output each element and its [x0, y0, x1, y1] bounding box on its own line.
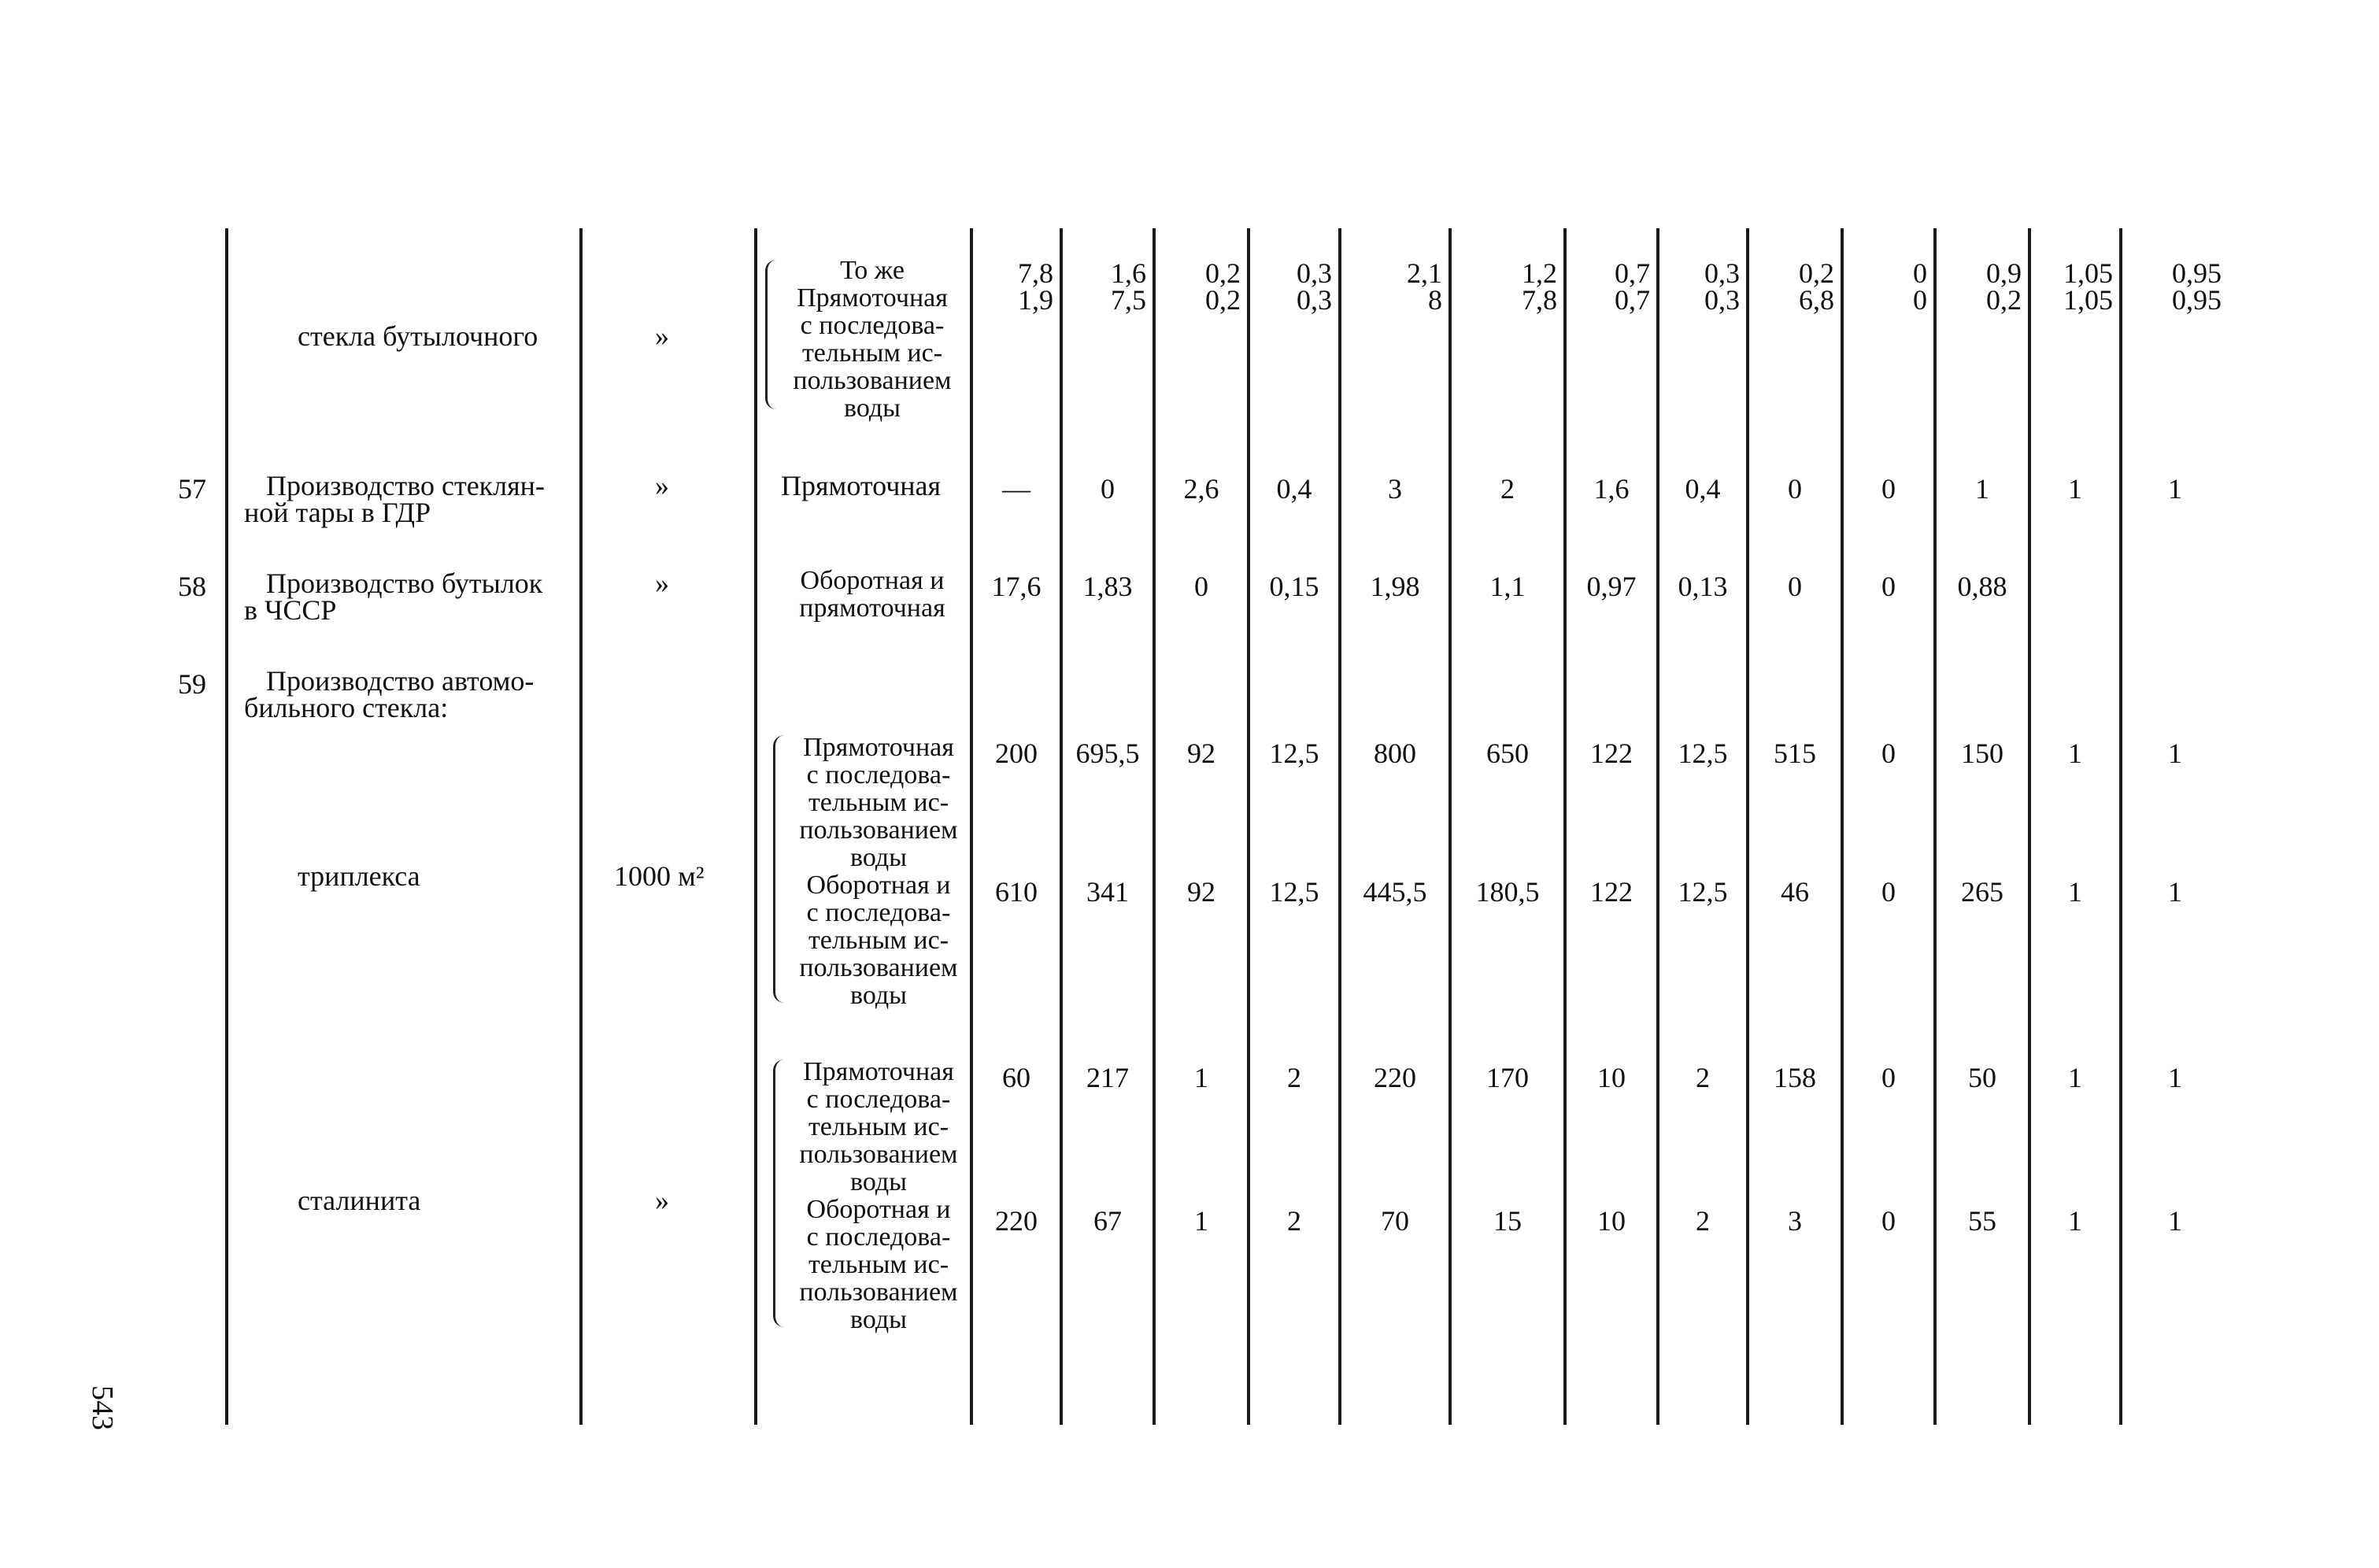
table-cell: 7,5 — [1111, 284, 1146, 316]
column-rule — [1448, 228, 1452, 1425]
table-cell: 1 — [2068, 738, 2082, 769]
table-cell: 170 — [1486, 1062, 1529, 1093]
table-cell: 122 — [1590, 738, 1633, 769]
table-cell: 2 — [1287, 1205, 1301, 1237]
column-rule — [1563, 228, 1567, 1425]
table-cell: 0 — [1881, 876, 1896, 908]
table-cell: 1,6 — [1111, 257, 1146, 289]
column-rule — [754, 228, 757, 1425]
table-cell: 7,8 — [1018, 257, 1053, 289]
table-cell: 1 — [1975, 473, 1989, 505]
column-rule — [2028, 228, 2031, 1425]
row-unit: » — [655, 470, 669, 501]
table-cell: 0,4 — [1276, 473, 1312, 505]
row-name: триплекса — [298, 860, 420, 892]
scheme-cell — [779, 567, 965, 622]
table-cell: 2 — [1696, 1062, 1710, 1093]
table-cell: 2,1 — [1407, 257, 1442, 289]
scheme-line: Прямоточная — [803, 1057, 954, 1086]
scheme-line: с последова- — [806, 1085, 951, 1114]
column-rule — [1247, 228, 1250, 1425]
table-cell: 12,5 — [1269, 876, 1319, 908]
table-cell: 0,2 — [1799, 257, 1834, 289]
table-cell: 0 — [1194, 571, 1208, 602]
table-cell: 8 — [1428, 284, 1442, 316]
column-rule — [1933, 228, 1937, 1425]
table-cell: 0 — [1101, 473, 1115, 505]
page-number: 543 — [86, 1385, 119, 1430]
table-cell: 265 — [1961, 876, 2003, 908]
table-cell: 3 — [1388, 473, 1402, 505]
scheme-line: тельным ис- — [808, 926, 949, 955]
table-cell: 0,3 — [1297, 284, 1332, 316]
table-cell: 0,7 — [1615, 284, 1650, 316]
table-cell: 695,5 — [1075, 738, 1140, 769]
table-cell: 67 — [1093, 1205, 1122, 1237]
table-cell: 92 — [1187, 876, 1215, 908]
table-cell: 2,6 — [1183, 473, 1219, 505]
table-cell: 0 — [1881, 473, 1896, 505]
scheme-line: воды — [850, 981, 907, 1010]
row-name: стекла бутылочного — [298, 320, 538, 352]
table-cell: 1 — [2068, 473, 2082, 505]
row-name: сталинита — [298, 1185, 421, 1216]
table-cell: 0,3 — [1704, 284, 1740, 316]
scheme-cell — [787, 734, 970, 1009]
scheme-line: пользованием — [799, 815, 958, 845]
column-rule — [970, 228, 973, 1425]
table-cell: 650 — [1486, 738, 1529, 769]
scheme-line: тельным ис- — [808, 1250, 949, 1279]
table-cell: 1,98 — [1370, 571, 1420, 602]
table-cell: 1 — [2168, 738, 2182, 769]
table-cell: 0,4 — [1685, 473, 1721, 505]
scheme-line: воды — [850, 843, 907, 872]
scheme-line: Прямоточная — [797, 283, 948, 312]
table-cell: 3 — [1788, 1205, 1802, 1237]
column-rule — [2119, 228, 2122, 1425]
table-cell: 0 — [1881, 571, 1896, 602]
row-unit: » — [655, 320, 669, 352]
table-cell: 0 — [1788, 473, 1802, 505]
column-rule — [1656, 228, 1659, 1425]
scheme-line: с последова- — [800, 311, 945, 340]
table-cell: 2 — [1696, 1205, 1710, 1237]
table-cell: 1 — [2168, 876, 2182, 908]
scheme-line: воды — [844, 394, 901, 423]
scheme-cell — [787, 1058, 970, 1333]
table-cell: 2 — [1500, 473, 1515, 505]
scheme-line: пользованием — [799, 1278, 958, 1307]
scheme-line: Оборотная и — [806, 1195, 951, 1224]
row-number: 57 — [178, 473, 206, 505]
table-cell: 158 — [1774, 1062, 1816, 1093]
table-cell: 515 — [1774, 738, 1816, 769]
table-cell: 1 — [2068, 1062, 2082, 1093]
table-cell: 1 — [2168, 1062, 2182, 1093]
table-cell: 0,7 — [1615, 257, 1650, 289]
table-cell: 10 — [1597, 1205, 1626, 1237]
table-cell: 12,5 — [1678, 876, 1728, 908]
table-cell: 0,13 — [1678, 571, 1728, 602]
column-rule — [225, 228, 228, 1425]
row-name: Производство автомо- — [266, 665, 535, 697]
row-unit: » — [655, 568, 669, 599]
table-cell: 12,5 — [1678, 738, 1728, 769]
row-name: в ЧССР — [244, 594, 337, 626]
table-cell: 0,2 — [1205, 257, 1241, 289]
column-rule — [1153, 228, 1156, 1425]
table-cell: 15 — [1493, 1205, 1522, 1237]
table-cell: 0,2 — [1986, 284, 2022, 316]
table-cell: 150 — [1961, 738, 2003, 769]
scheme-line: воды — [850, 1305, 907, 1334]
table-cell: 0 — [1913, 257, 1927, 289]
row-number: 58 — [178, 571, 206, 602]
column-rule — [1841, 228, 1844, 1425]
table-cell: 0,3 — [1704, 257, 1740, 289]
table-cell: 0 — [1881, 738, 1896, 769]
table-cell: 0 — [1913, 284, 1927, 316]
row-name: Производство стеклян- — [266, 470, 545, 501]
table-cell: 0,15 — [1269, 571, 1319, 602]
table-cell: 800 — [1374, 738, 1416, 769]
brace-icon — [765, 260, 779, 409]
table-cell: 1,83 — [1082, 571, 1133, 602]
table-cell: 6,8 — [1799, 284, 1834, 316]
table-cell: 0 — [1881, 1205, 1896, 1237]
scheme-line: пользованием — [799, 953, 958, 982]
scheme-line: Прямоточная — [803, 733, 954, 762]
column-rule — [1060, 228, 1063, 1425]
table-cell: 1 — [2168, 1205, 2182, 1237]
column-rule — [1746, 228, 1749, 1425]
row-name: бильного стекла: — [244, 692, 449, 723]
table-cell: — — [1002, 473, 1030, 505]
scheme-text: Прямоточная — [781, 470, 942, 501]
table-cell: 220 — [995, 1205, 1038, 1237]
table-cell: 341 — [1086, 876, 1129, 908]
table-cell: 12,5 — [1269, 738, 1319, 769]
table-cell: 0 — [1881, 1062, 1896, 1093]
table-cell: 0,88 — [1957, 571, 2007, 602]
scheme-line: То же — [840, 256, 905, 285]
scheme-line: с последова- — [806, 1222, 951, 1252]
scheme-line: Оборотная и — [806, 871, 951, 900]
row-number: 59 — [178, 668, 206, 700]
scheme-line: с последова- — [806, 898, 951, 927]
column-rule — [1338, 228, 1341, 1425]
table-cell: 7,8 — [1522, 284, 1557, 316]
brace-icon — [773, 1060, 786, 1327]
row-name: Производство бутылок — [266, 568, 543, 599]
table-cell: 217 — [1086, 1062, 1129, 1093]
table-cell: 0 — [1788, 571, 1802, 602]
table-cell: 0,9 — [1986, 257, 2022, 289]
table-cell: 122 — [1590, 876, 1633, 908]
row-name: ной тары в ГДР — [244, 497, 431, 528]
table-cell: 1,9 — [1018, 284, 1053, 316]
table-cell: 1 — [2068, 1205, 2082, 1237]
scheme-line: воды — [850, 1167, 907, 1196]
brace-icon — [773, 735, 786, 1003]
table-cell: 1 — [2068, 876, 2082, 908]
scheme-line: Оборотная и — [800, 566, 945, 595]
scheme-line: тельным ис- — [801, 338, 943, 368]
column-rule — [579, 228, 583, 1425]
scheme-line: пользованием — [799, 1140, 958, 1169]
table-cell: 220 — [1374, 1062, 1416, 1093]
table-cell: 1,6 — [1593, 473, 1630, 505]
row-unit: 1000 м² — [614, 860, 705, 892]
table-cell: 55 — [1968, 1205, 1996, 1237]
table-cell: 1,2 — [1522, 257, 1557, 289]
scheme-line: с последова- — [806, 760, 951, 790]
scheme-line: пользованием — [793, 366, 952, 395]
table-cell: 445,5 — [1363, 876, 1427, 908]
table-cell: 50 — [1968, 1062, 1996, 1093]
scheme-line: прямоточная — [799, 594, 945, 623]
table-cell: 46 — [1781, 876, 1809, 908]
table-cell: 0,97 — [1586, 571, 1637, 602]
scheme-line: тельным ис- — [808, 788, 949, 817]
table-cell: 200 — [995, 738, 1038, 769]
table-cell: 180,5 — [1475, 876, 1540, 908]
table-cell: 0,95 — [2172, 284, 2222, 316]
row-unit: » — [655, 1185, 669, 1216]
table-cell: 1,05 — [2063, 257, 2113, 289]
table-cell: 92 — [1187, 738, 1215, 769]
table-cell: 0,2 — [1205, 284, 1241, 316]
table-cell: 70 — [1381, 1205, 1409, 1237]
table-cell: 1 — [1194, 1205, 1208, 1237]
scheme-cell — [779, 257, 965, 422]
scheme-line: тельным ис- — [808, 1112, 949, 1141]
table-cell: 1,1 — [1489, 571, 1526, 602]
table-cell: 2 — [1287, 1062, 1301, 1093]
table-cell: 17,6 — [991, 571, 1042, 602]
table-cell: 0,95 — [2172, 257, 2222, 289]
table-cell: 1,05 — [2063, 284, 2113, 316]
table-cell: 610 — [995, 876, 1038, 908]
table-cell: 1 — [1194, 1062, 1208, 1093]
table-cell: 1 — [2168, 473, 2182, 505]
table-cell: 0,3 — [1297, 257, 1332, 289]
table-cell: 60 — [1002, 1062, 1030, 1093]
table-cell: 10 — [1597, 1062, 1626, 1093]
